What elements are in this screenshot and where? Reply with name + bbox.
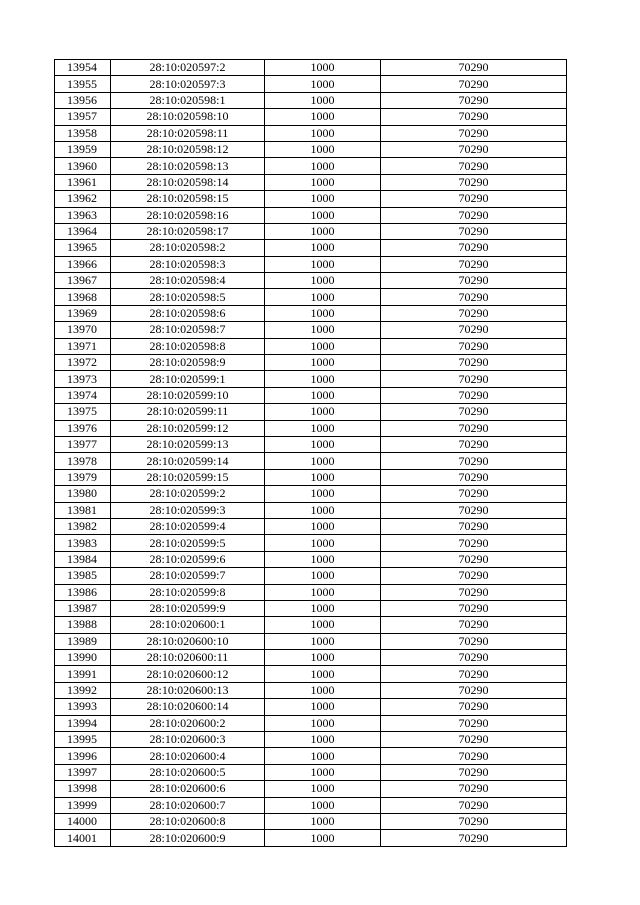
area-cell: 1000 [265,322,381,338]
cadastral-number-cell: 28:10:020600:4 [111,748,265,764]
area-cell: 1000 [265,355,381,371]
area-cell: 1000 [265,535,381,551]
value-cell: 70290 [381,420,567,436]
table-row [55,781,567,797]
value-cell: 70290 [381,502,567,518]
area-cell: 1000 [265,92,381,108]
table-row [55,92,567,108]
table-row [55,633,567,649]
area-cell: 1000 [265,748,381,764]
cadastral-number-cell: 28:10:020598:2 [111,240,265,256]
row-number-cell: 13997 [55,764,111,780]
value-cell: 70290 [381,715,567,731]
table-row [55,764,567,780]
row-number-cell: 13961 [55,174,111,190]
table-row [55,141,567,157]
value-cell: 70290 [381,338,567,354]
cadastral-number-cell: 28:10:020599:13 [111,436,265,452]
row-number-cell: 13964 [55,223,111,239]
table-row [55,568,567,584]
row-number-cell: 13978 [55,453,111,469]
table-row [55,76,567,92]
row-number-cell: 13960 [55,158,111,174]
row-number-cell: 13959 [55,141,111,157]
area-cell: 1000 [265,584,381,600]
table-row [55,453,567,469]
cadastral-number-cell: 28:10:020599:14 [111,453,265,469]
area-cell: 1000 [265,76,381,92]
row-number-cell: 13976 [55,420,111,436]
row-number-cell: 13963 [55,207,111,223]
table-row [55,699,567,715]
cadastral-number-cell: 28:10:020599:1 [111,371,265,387]
cadastral-number-cell: 28:10:020599:15 [111,469,265,485]
table-row [55,273,567,289]
area-cell: 1000 [265,715,381,731]
row-number-cell: 13967 [55,273,111,289]
area-cell: 1000 [265,141,381,157]
area-cell: 1000 [265,830,381,846]
cadastral-number-cell: 28:10:020598:7 [111,322,265,338]
area-cell: 1000 [265,518,381,534]
value-cell: 70290 [381,191,567,207]
value-cell: 70290 [381,92,567,108]
cadastral-number-cell: 28:10:020598:4 [111,273,265,289]
value-cell: 70290 [381,273,567,289]
area-cell: 1000 [265,617,381,633]
area-cell: 1000 [265,338,381,354]
row-number-cell: 13973 [55,371,111,387]
cadastral-number-cell: 28:10:020600:2 [111,715,265,731]
value-cell: 70290 [381,568,567,584]
table-row [55,109,567,125]
row-number-cell: 13981 [55,502,111,518]
cadastral-number-cell: 28:10:020598:6 [111,305,265,321]
row-number-cell: 13977 [55,436,111,452]
row-number-cell: 13990 [55,650,111,666]
cadastral-number-cell: 28:10:020600:11 [111,650,265,666]
table-row [55,305,567,321]
row-number-cell: 13968 [55,289,111,305]
cadastral-number-cell: 28:10:020598:9 [111,355,265,371]
area-cell: 1000 [265,240,381,256]
area-cell: 1000 [265,207,381,223]
row-number-cell: 13994 [55,715,111,731]
value-cell: 70290 [381,158,567,174]
data-table [54,59,567,847]
area-cell: 1000 [265,371,381,387]
row-number-cell: 13989 [55,633,111,649]
cadastral-number-cell: 28:10:020597:2 [111,60,265,76]
value-cell: 70290 [381,223,567,239]
value-cell: 70290 [381,76,567,92]
value-cell: 70290 [381,256,567,272]
row-number-cell: 13974 [55,387,111,403]
cadastral-number-cell: 28:10:020597:3 [111,76,265,92]
table-row [55,355,567,371]
area-cell: 1000 [265,732,381,748]
table-row [55,322,567,338]
table-row [55,387,567,403]
area-cell: 1000 [265,633,381,649]
cadastral-number-cell: 28:10:020599:5 [111,535,265,551]
row-number-cell: 13975 [55,404,111,420]
area-cell: 1000 [265,191,381,207]
table-row [55,207,567,223]
cadastral-number-cell: 28:10:020599:10 [111,387,265,403]
value-cell: 70290 [381,322,567,338]
cadastral-number-cell: 28:10:020599:2 [111,486,265,502]
row-number-cell: 14000 [55,813,111,829]
value-cell: 70290 [381,600,567,616]
table-body [55,60,567,847]
table-row [55,600,567,616]
cadastral-number-cell: 28:10:020598:5 [111,289,265,305]
cadastral-number-cell: 28:10:020598:10 [111,109,265,125]
area-cell: 1000 [265,158,381,174]
row-number-cell: 13969 [55,305,111,321]
value-cell: 70290 [381,240,567,256]
table-row [55,518,567,534]
area-cell: 1000 [265,387,381,403]
row-number-cell: 13992 [55,682,111,698]
area-cell: 1000 [265,289,381,305]
table-row [55,420,567,436]
value-cell: 70290 [381,141,567,157]
value-cell: 70290 [381,305,567,321]
row-number-cell: 13966 [55,256,111,272]
area-cell: 1000 [265,436,381,452]
value-cell: 70290 [381,551,567,567]
cadastral-number-cell: 28:10:020598:16 [111,207,265,223]
value-cell: 70290 [381,781,567,797]
area-cell: 1000 [265,797,381,813]
value-cell: 70290 [381,371,567,387]
row-number-cell: 13983 [55,535,111,551]
table-row [55,191,567,207]
cadastral-number-cell: 28:10:020600:7 [111,797,265,813]
area-cell: 1000 [265,453,381,469]
cadastral-number-cell: 28:10:020600:9 [111,830,265,846]
value-cell: 70290 [381,617,567,633]
row-number-cell: 13954 [55,60,111,76]
row-number-cell: 13998 [55,781,111,797]
table-row [55,469,567,485]
row-number-cell: 13988 [55,617,111,633]
cadastral-number-cell: 28:10:020598:14 [111,174,265,190]
value-cell: 70290 [381,748,567,764]
row-number-cell: 13993 [55,699,111,715]
row-number-cell: 13965 [55,240,111,256]
value-cell: 70290 [381,535,567,551]
table-row [55,338,567,354]
table-row [55,174,567,190]
row-number-cell: 13962 [55,191,111,207]
cadastral-number-cell: 28:10:020598:8 [111,338,265,354]
row-number-cell: 13986 [55,584,111,600]
area-cell: 1000 [265,551,381,567]
row-number-cell: 13996 [55,748,111,764]
value-cell: 70290 [381,486,567,502]
table-row [55,813,567,829]
value-cell: 70290 [381,699,567,715]
area-cell: 1000 [265,60,381,76]
table-row [55,436,567,452]
value-cell: 70290 [381,682,567,698]
table-row [55,748,567,764]
row-number-cell: 13955 [55,76,111,92]
table-row [55,617,567,633]
row-number-cell: 14001 [55,830,111,846]
table-row [55,830,567,846]
area-cell: 1000 [265,305,381,321]
row-number-cell: 13984 [55,551,111,567]
cadastral-number-cell: 28:10:020600:8 [111,813,265,829]
table-row [55,584,567,600]
row-number-cell: 13999 [55,797,111,813]
row-number-cell: 13957 [55,109,111,125]
cadastral-number-cell: 28:10:020599:9 [111,600,265,616]
value-cell: 70290 [381,633,567,649]
value-cell: 70290 [381,584,567,600]
value-cell: 70290 [381,469,567,485]
table-row [55,158,567,174]
cadastral-number-cell: 28:10:020598:12 [111,141,265,157]
cadastral-number-cell: 28:10:020599:11 [111,404,265,420]
cadastral-number-cell: 28:10:020600:3 [111,732,265,748]
value-cell: 70290 [381,387,567,403]
row-number-cell: 13958 [55,125,111,141]
area-cell: 1000 [265,223,381,239]
table-row [55,650,567,666]
value-cell: 70290 [381,650,567,666]
area-cell: 1000 [265,568,381,584]
cadastral-number-cell: 28:10:020599:12 [111,420,265,436]
cadastral-number-cell: 28:10:020598:11 [111,125,265,141]
table-row [55,404,567,420]
cadastral-number-cell: 28:10:020598:1 [111,92,265,108]
row-number-cell: 13956 [55,92,111,108]
cadastral-number-cell: 28:10:020600:14 [111,699,265,715]
row-number-cell: 13979 [55,469,111,485]
table-row [55,289,567,305]
value-cell: 70290 [381,404,567,420]
value-cell: 70290 [381,666,567,682]
table-row [55,256,567,272]
value-cell: 70290 [381,355,567,371]
value-cell: 70290 [381,436,567,452]
area-cell: 1000 [265,699,381,715]
cadastral-number-cell: 28:10:020599:4 [111,518,265,534]
cadastral-number-cell: 28:10:020599:8 [111,584,265,600]
value-cell: 70290 [381,518,567,534]
table-row [55,797,567,813]
area-cell: 1000 [265,600,381,616]
table-row [55,223,567,239]
area-cell: 1000 [265,650,381,666]
area-cell: 1000 [265,109,381,125]
value-cell: 70290 [381,289,567,305]
cadastral-number-cell: 28:10:020600:1 [111,617,265,633]
area-cell: 1000 [265,125,381,141]
value-cell: 70290 [381,207,567,223]
area-cell: 1000 [265,486,381,502]
table-row [55,666,567,682]
area-cell: 1000 [265,813,381,829]
value-cell: 70290 [381,732,567,748]
row-number-cell: 13982 [55,518,111,534]
row-number-cell: 13972 [55,355,111,371]
area-cell: 1000 [265,502,381,518]
table-row [55,715,567,731]
value-cell: 70290 [381,125,567,141]
row-number-cell: 13970 [55,322,111,338]
cadastral-number-cell: 28:10:020598:15 [111,191,265,207]
row-number-cell: 13991 [55,666,111,682]
area-cell: 1000 [265,420,381,436]
cadastral-number-cell: 28:10:020599:3 [111,502,265,518]
table-row [55,682,567,698]
row-number-cell: 13980 [55,486,111,502]
table-row [55,551,567,567]
cadastral-number-cell: 28:10:020600:12 [111,666,265,682]
value-cell: 70290 [381,109,567,125]
value-cell: 70290 [381,797,567,813]
cadastral-number-cell: 28:10:020599:7 [111,568,265,584]
area-cell: 1000 [265,174,381,190]
table-row [55,240,567,256]
area-cell: 1000 [265,764,381,780]
cadastral-number-cell: 28:10:020599:6 [111,551,265,567]
value-cell: 70290 [381,60,567,76]
table-row [55,486,567,502]
row-number-cell: 13995 [55,732,111,748]
cadastral-number-cell: 28:10:020600:6 [111,781,265,797]
table-row [55,502,567,518]
table-row [55,732,567,748]
area-cell: 1000 [265,781,381,797]
cadastral-number-cell: 28:10:020598:3 [111,256,265,272]
area-cell: 1000 [265,404,381,420]
area-cell: 1000 [265,682,381,698]
area-cell: 1000 [265,469,381,485]
cadastral-number-cell: 28:10:020598:13 [111,158,265,174]
table-row [55,125,567,141]
value-cell: 70290 [381,453,567,469]
value-cell: 70290 [381,813,567,829]
row-number-cell: 13971 [55,338,111,354]
cadastral-number-cell: 28:10:020600:10 [111,633,265,649]
cadastral-number-cell: 28:10:020598:17 [111,223,265,239]
value-cell: 70290 [381,830,567,846]
value-cell: 70290 [381,764,567,780]
area-cell: 1000 [265,256,381,272]
row-number-cell: 13985 [55,568,111,584]
value-cell: 70290 [381,174,567,190]
area-cell: 1000 [265,273,381,289]
area-cell: 1000 [265,666,381,682]
table-row [55,60,567,76]
row-number-cell: 13987 [55,600,111,616]
cadastral-number-cell: 28:10:020600:13 [111,682,265,698]
table-row [55,371,567,387]
cadastral-number-cell: 28:10:020600:5 [111,764,265,780]
table-row [55,535,567,551]
